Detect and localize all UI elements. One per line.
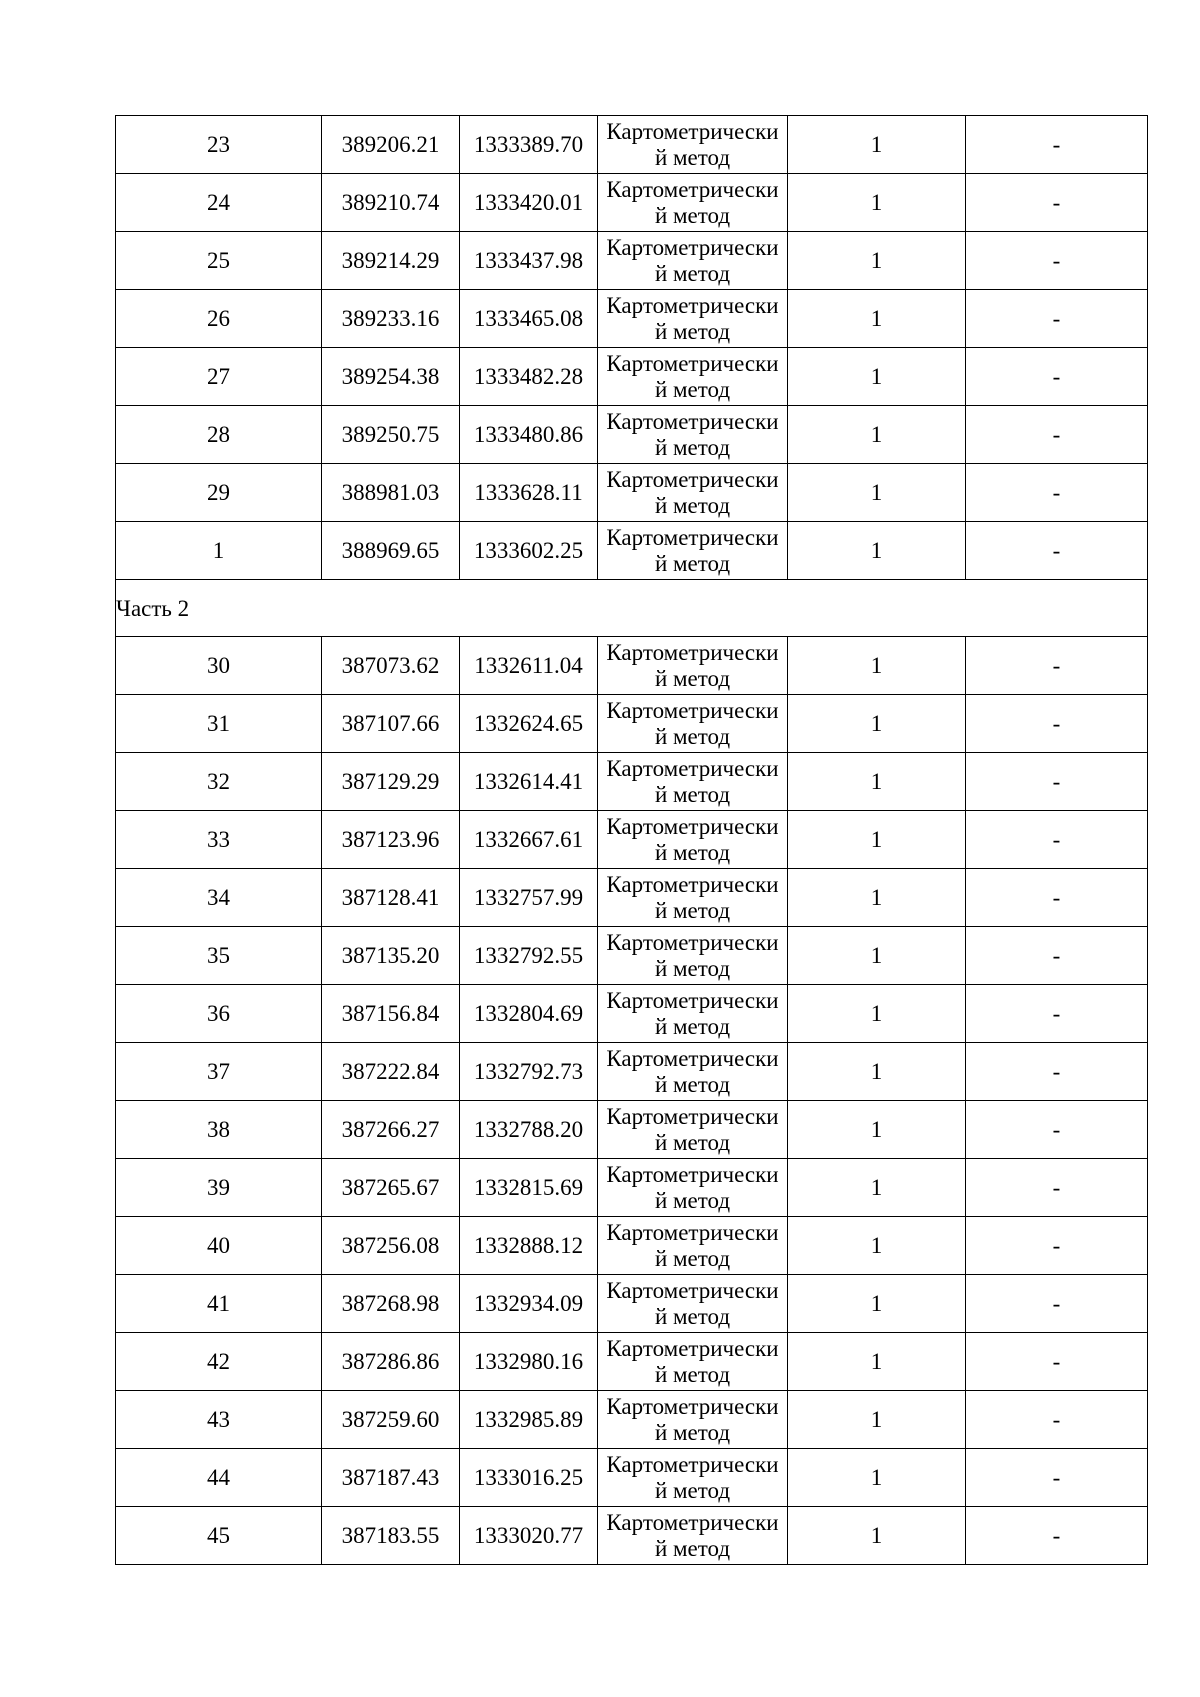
accuracy-cell: 1 <box>788 522 966 580</box>
coordinates-table <box>115 115 1148 1565</box>
accuracy-cell: 1 <box>788 927 966 985</box>
point-number-cell: 37 <box>116 1043 322 1101</box>
method-line-2: й метод <box>654 724 731 749</box>
method-line-1: Картометрически <box>606 756 779 781</box>
method-line-1: Картометрически <box>606 640 779 665</box>
table-row <box>116 753 1148 811</box>
y-coordinate-cell: 1333482.28 <box>460 348 598 406</box>
point-number-cell: 28 <box>116 406 322 464</box>
accuracy-cell: 1 <box>788 174 966 232</box>
accuracy-cell: 1 <box>788 1101 966 1159</box>
table-row <box>116 116 1148 174</box>
table-row <box>116 232 1148 290</box>
accuracy-cell: 1 <box>788 406 966 464</box>
method-line-2: й метод <box>654 493 731 518</box>
accuracy-cell: 1 <box>788 1449 966 1507</box>
method-line-1: Картометрически <box>606 293 779 318</box>
x-coordinate-cell: 388969.65 <box>322 522 460 580</box>
table-row <box>116 637 1148 695</box>
x-coordinate-cell: 387156.84 <box>322 985 460 1043</box>
section-row <box>116 580 1148 637</box>
table-row <box>116 1333 1148 1391</box>
y-coordinate-cell: 1333602.25 <box>460 522 598 580</box>
table-row <box>116 695 1148 753</box>
x-coordinate-cell: 387268.98 <box>322 1275 460 1333</box>
x-coordinate-cell: 387129.29 <box>322 753 460 811</box>
x-coordinate-cell: 387123.96 <box>322 811 460 869</box>
method-line-1: Картометрически <box>606 235 779 260</box>
point-number-cell: 36 <box>116 985 322 1043</box>
method-line-2: й метод <box>654 782 731 807</box>
method-line-1: Картометрически <box>606 1336 779 1361</box>
table-row <box>116 1507 1148 1565</box>
x-coordinate-cell: 387107.66 <box>322 695 460 753</box>
note-cell: - <box>966 406 1148 464</box>
point-number-cell: 39 <box>116 1159 322 1217</box>
method-cell <box>598 753 788 811</box>
accuracy-cell: 1 <box>788 695 966 753</box>
table-row <box>116 1449 1148 1507</box>
note-cell: - <box>966 695 1148 753</box>
method-line-1: Картометрически <box>606 698 779 723</box>
method-cell <box>598 116 788 174</box>
accuracy-cell: 1 <box>788 290 966 348</box>
accuracy-cell: 1 <box>788 637 966 695</box>
method-cell <box>598 406 788 464</box>
method-line-2: й метод <box>654 1246 731 1271</box>
method-cell <box>598 1275 788 1333</box>
note-cell: - <box>966 174 1148 232</box>
method-cell <box>598 695 788 753</box>
y-coordinate-cell: 1332804.69 <box>460 985 598 1043</box>
note-cell: - <box>966 1043 1148 1101</box>
table-row <box>116 1391 1148 1449</box>
method-line-2: й метод <box>654 1420 731 1445</box>
y-coordinate-cell: 1332614.41 <box>460 753 598 811</box>
method-cell <box>598 869 788 927</box>
method-cell <box>598 1391 788 1449</box>
method-line-1: Картометрически <box>606 1220 779 1245</box>
method-line-2: й метод <box>654 1536 731 1561</box>
point-number-cell: 44 <box>116 1449 322 1507</box>
method-line-2: й метод <box>654 898 731 923</box>
method-line-1: Картометрически <box>606 1162 779 1187</box>
method-line-1: Картометрически <box>606 467 779 492</box>
method-line-2: й метод <box>654 1478 731 1503</box>
method-cell <box>598 232 788 290</box>
method-line-1: Картометрически <box>606 930 779 955</box>
method-cell <box>598 1449 788 1507</box>
accuracy-cell: 1 <box>788 985 966 1043</box>
y-coordinate-cell: 1333016.25 <box>460 1449 598 1507</box>
y-coordinate-cell: 1333628.11 <box>460 464 598 522</box>
method-cell <box>598 637 788 695</box>
method-line-1: Картометрически <box>606 988 779 1013</box>
table-row <box>116 290 1148 348</box>
method-line-1: Картометрически <box>606 1510 779 1535</box>
point-number-cell: 31 <box>116 695 322 753</box>
accuracy-cell: 1 <box>788 1391 966 1449</box>
y-coordinate-cell: 1333420.01 <box>460 174 598 232</box>
x-coordinate-cell: 387128.41 <box>322 869 460 927</box>
note-cell: - <box>966 232 1148 290</box>
accuracy-cell: 1 <box>788 753 966 811</box>
x-coordinate-cell: 389250.75 <box>322 406 460 464</box>
note-cell: - <box>966 1333 1148 1391</box>
y-coordinate-cell: 1332934.09 <box>460 1275 598 1333</box>
accuracy-cell: 1 <box>788 1275 966 1333</box>
method-cell <box>598 1101 788 1159</box>
accuracy-cell: 1 <box>788 869 966 927</box>
x-coordinate-cell: 389214.29 <box>322 232 460 290</box>
table-row <box>116 174 1148 232</box>
point-number-cell: 24 <box>116 174 322 232</box>
y-coordinate-cell: 1332792.55 <box>460 927 598 985</box>
x-coordinate-cell: 389210.74 <box>322 174 460 232</box>
table-row <box>116 1101 1148 1159</box>
accuracy-cell: 1 <box>788 116 966 174</box>
point-number-cell: 38 <box>116 1101 322 1159</box>
point-number-cell: 32 <box>116 753 322 811</box>
method-line-2: й метод <box>654 435 731 460</box>
note-cell: - <box>966 290 1148 348</box>
method-line-1: Картометрически <box>606 1046 779 1071</box>
method-line-1: Картометрически <box>606 525 779 550</box>
accuracy-cell: 1 <box>788 1333 966 1391</box>
method-cell <box>598 464 788 522</box>
y-coordinate-cell: 1333465.08 <box>460 290 598 348</box>
accuracy-cell: 1 <box>788 232 966 290</box>
note-cell: - <box>966 1217 1148 1275</box>
note-cell: - <box>966 116 1148 174</box>
table-row <box>116 1217 1148 1275</box>
method-line-2: й метод <box>654 1072 731 1097</box>
accuracy-cell: 1 <box>788 811 966 869</box>
method-line-2: й метод <box>654 1014 731 1039</box>
point-number-cell: 40 <box>116 1217 322 1275</box>
x-coordinate-cell: 387265.67 <box>322 1159 460 1217</box>
accuracy-cell: 1 <box>788 1217 966 1275</box>
note-cell: - <box>966 927 1148 985</box>
x-coordinate-cell: 387266.27 <box>322 1101 460 1159</box>
method-line-2: й метод <box>654 1188 731 1213</box>
method-line-2: й метод <box>654 261 731 286</box>
method-line-2: й метод <box>654 377 731 402</box>
point-number-cell: 29 <box>116 464 322 522</box>
method-line-1: Картометрически <box>606 1452 779 1477</box>
x-coordinate-cell: 388981.03 <box>322 464 460 522</box>
method-cell <box>598 927 788 985</box>
point-number-cell: 26 <box>116 290 322 348</box>
table-row <box>116 1275 1148 1333</box>
x-coordinate-cell: 387073.62 <box>322 637 460 695</box>
y-coordinate-cell: 1333020.77 <box>460 1507 598 1565</box>
note-cell: - <box>966 811 1148 869</box>
accuracy-cell: 1 <box>788 464 966 522</box>
point-number-cell: 35 <box>116 927 322 985</box>
x-coordinate-cell: 387286.86 <box>322 1333 460 1391</box>
method-cell <box>598 1217 788 1275</box>
y-coordinate-cell: 1332980.16 <box>460 1333 598 1391</box>
section-label: Часть 2 <box>116 580 1148 637</box>
x-coordinate-cell: 387187.43 <box>322 1449 460 1507</box>
note-cell: - <box>966 1275 1148 1333</box>
method-line-2: й метод <box>654 145 731 170</box>
y-coordinate-cell: 1332888.12 <box>460 1217 598 1275</box>
point-number-cell: 43 <box>116 1391 322 1449</box>
table-row <box>116 348 1148 406</box>
note-cell: - <box>966 985 1148 1043</box>
method-cell <box>598 1333 788 1391</box>
x-coordinate-cell: 389254.38 <box>322 348 460 406</box>
note-cell: - <box>966 637 1148 695</box>
note-cell: - <box>966 1159 1148 1217</box>
x-coordinate-cell: 387256.08 <box>322 1217 460 1275</box>
note-cell: - <box>966 1101 1148 1159</box>
table-row <box>116 406 1148 464</box>
y-coordinate-cell: 1332667.61 <box>460 811 598 869</box>
y-coordinate-cell: 1332815.69 <box>460 1159 598 1217</box>
accuracy-cell: 1 <box>788 1159 966 1217</box>
table-row <box>116 464 1148 522</box>
accuracy-cell: 1 <box>788 348 966 406</box>
method-line-2: й метод <box>654 956 731 981</box>
y-coordinate-cell: 1333389.70 <box>460 116 598 174</box>
point-number-cell: 23 <box>116 116 322 174</box>
accuracy-cell: 1 <box>788 1507 966 1565</box>
x-coordinate-cell: 387183.55 <box>322 1507 460 1565</box>
point-number-cell: 45 <box>116 1507 322 1565</box>
method-cell <box>598 1043 788 1101</box>
method-line-2: й метод <box>654 1130 731 1155</box>
note-cell: - <box>966 1391 1148 1449</box>
x-coordinate-cell: 389206.21 <box>322 116 460 174</box>
accuracy-cell: 1 <box>788 1043 966 1101</box>
method-line-2: й метод <box>654 551 731 576</box>
x-coordinate-cell: 389233.16 <box>322 290 460 348</box>
point-number-cell: 33 <box>116 811 322 869</box>
method-cell <box>598 174 788 232</box>
table-row <box>116 869 1148 927</box>
method-cell <box>598 522 788 580</box>
point-number-cell: 25 <box>116 232 322 290</box>
point-number-cell: 41 <box>116 1275 322 1333</box>
method-line-1: Картометрически <box>606 119 779 144</box>
method-line-2: й метод <box>654 1362 731 1387</box>
x-coordinate-cell: 387259.60 <box>322 1391 460 1449</box>
method-cell <box>598 290 788 348</box>
note-cell: - <box>966 1449 1148 1507</box>
y-coordinate-cell: 1332792.73 <box>460 1043 598 1101</box>
note-cell: - <box>966 522 1148 580</box>
method-line-1: Картометрически <box>606 177 779 202</box>
method-line-2: й метод <box>654 840 731 865</box>
note-cell: - <box>966 1507 1148 1565</box>
method-line-2: й метод <box>654 319 731 344</box>
table-row <box>116 522 1148 580</box>
method-line-1: Картометрически <box>606 1104 779 1129</box>
y-coordinate-cell: 1332757.99 <box>460 869 598 927</box>
method-cell <box>598 811 788 869</box>
y-coordinate-cell: 1333480.86 <box>460 406 598 464</box>
method-line-2: й метод <box>654 1304 731 1329</box>
method-cell <box>598 1159 788 1217</box>
method-line-1: Картометрически <box>606 872 779 897</box>
point-number-cell: 1 <box>116 522 322 580</box>
table-row <box>116 1043 1148 1101</box>
table-row <box>116 1159 1148 1217</box>
x-coordinate-cell: 387222.84 <box>322 1043 460 1101</box>
note-cell: - <box>966 464 1148 522</box>
method-line-2: й метод <box>654 203 731 228</box>
method-cell <box>598 1507 788 1565</box>
point-number-cell: 30 <box>116 637 322 695</box>
y-coordinate-cell: 1332611.04 <box>460 637 598 695</box>
point-number-cell: 27 <box>116 348 322 406</box>
y-coordinate-cell: 1332985.89 <box>460 1391 598 1449</box>
note-cell: - <box>966 348 1148 406</box>
table-body <box>116 116 1148 1565</box>
method-line-1: Картометрически <box>606 814 779 839</box>
table-row <box>116 811 1148 869</box>
method-line-1: Картометрически <box>606 1394 779 1419</box>
y-coordinate-cell: 1333437.98 <box>460 232 598 290</box>
x-coordinate-cell: 387135.20 <box>322 927 460 985</box>
point-number-cell: 42 <box>116 1333 322 1391</box>
method-line-1: Картометрически <box>606 1278 779 1303</box>
method-cell <box>598 348 788 406</box>
table-row <box>116 927 1148 985</box>
method-line-1: Картометрически <box>606 409 779 434</box>
method-line-2: й метод <box>654 666 731 691</box>
point-number-cell: 34 <box>116 869 322 927</box>
note-cell: - <box>966 753 1148 811</box>
y-coordinate-cell: 1332624.65 <box>460 695 598 753</box>
note-cell: - <box>966 869 1148 927</box>
method-line-1: Картометрически <box>606 351 779 376</box>
y-coordinate-cell: 1332788.20 <box>460 1101 598 1159</box>
table-row <box>116 985 1148 1043</box>
method-cell <box>598 985 788 1043</box>
